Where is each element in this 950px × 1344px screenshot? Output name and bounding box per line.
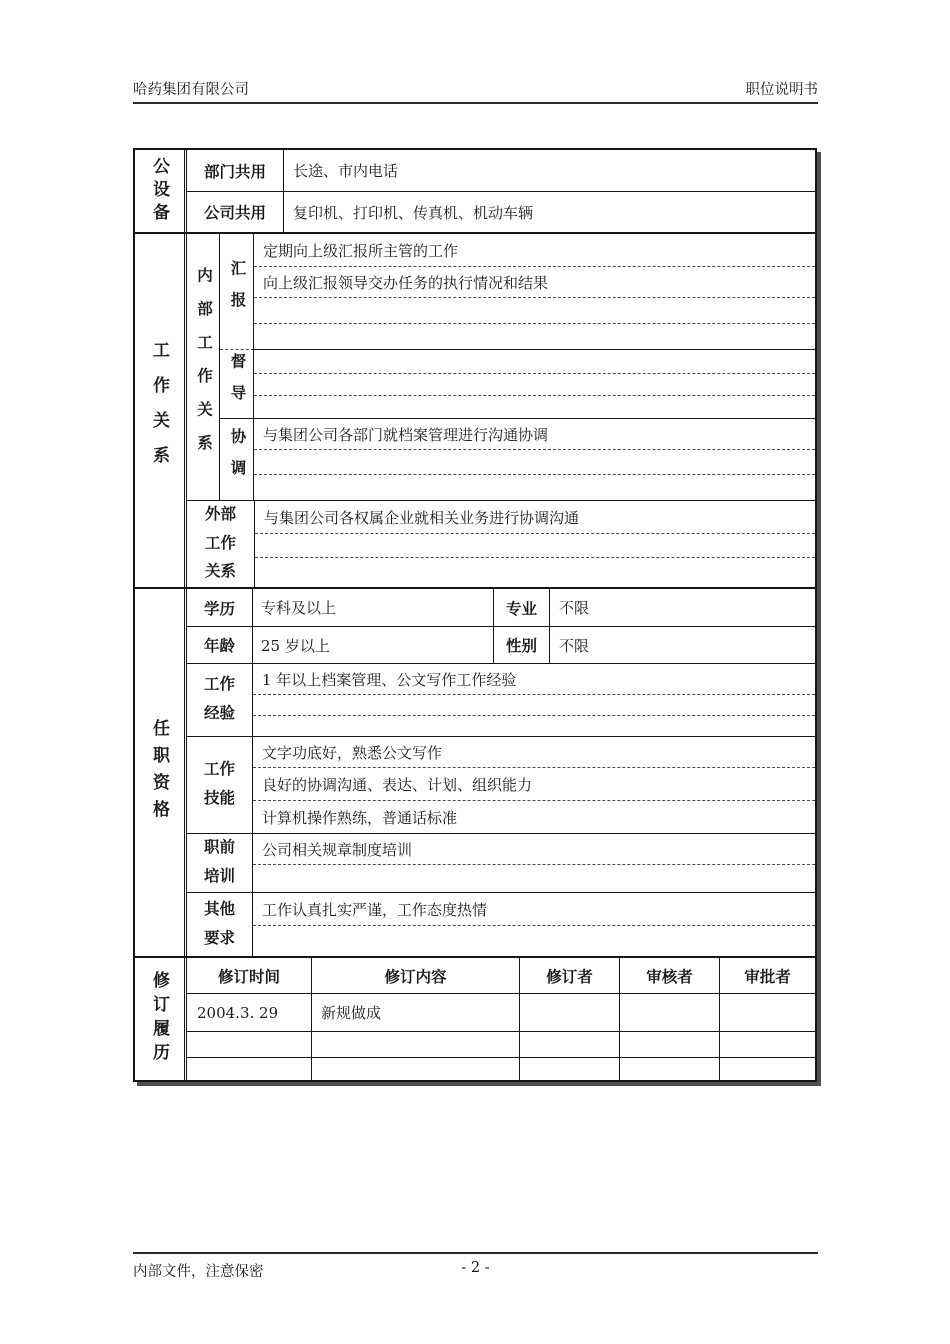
checker-cell <box>620 1032 720 1057</box>
approver-header: 审批者 <box>744 968 791 986</box>
approver-cell <box>720 1032 815 1057</box>
reviser-cell <box>520 1032 620 1057</box>
relation-row <box>254 449 815 474</box>
revision-content-header: 修订内容 <box>312 958 520 993</box>
page-header <box>133 78 818 104</box>
major-value: 不限 <box>559 599 590 618</box>
revision-time-cell <box>187 1032 312 1057</box>
relation-row <box>254 297 815 323</box>
equipment-row <box>187 191 815 232</box>
section-label-work-relations: 工作关系 <box>150 340 169 481</box>
relation-row <box>255 557 815 583</box>
revision-row <box>187 1031 815 1057</box>
relation-row <box>254 373 815 395</box>
relation-row <box>255 533 815 557</box>
checker-cell <box>620 994 720 1031</box>
section-qualifications <box>135 587 815 956</box>
relation-row <box>254 474 815 500</box>
age-value: 25 岁以上 <box>253 627 494 663</box>
revision-row <box>187 1057 815 1080</box>
major-label: 专业 <box>494 589 550 626</box>
relation-row <box>254 323 815 349</box>
age-label: 年龄 <box>187 627 253 663</box>
internal-relations-block <box>187 234 815 500</box>
confidentiality-notice: 内部文件，注意保密 <box>133 1264 264 1280</box>
page-number: - 2 - <box>461 1260 490 1276</box>
group-label-coordination: 协调 <box>228 428 246 491</box>
section-office-equipment <box>135 150 815 232</box>
document-title: 职位说明书 <box>745 82 818 98</box>
section-label-cell <box>135 150 187 232</box>
page-footer <box>133 1252 818 1281</box>
revision-time-cell: 2004.3. 29 <box>187 994 312 1031</box>
checker-cell <box>620 1058 720 1080</box>
internal-relations-label: 内部工作关系 <box>195 266 212 468</box>
pre-job-training-label: 职前培训 <box>203 839 235 886</box>
other-requirements-label: 其他要求 <box>203 900 235 947</box>
section-label-cell <box>135 958 187 1080</box>
job-description-table <box>133 148 817 1082</box>
internal-relations-label-cell <box>187 234 220 500</box>
approver-cell <box>720 1058 815 1080</box>
section-label-equipment: 公设备 <box>150 156 169 226</box>
equipment-row-value: 复印机、打印机、传真机、机动车辆 <box>293 203 534 222</box>
group-label-reporting: 汇报 <box>228 260 246 323</box>
external-relations-label: 外部工作关系 <box>204 506 236 581</box>
revision-content-cell: 新规做成 <box>312 994 520 1031</box>
revision-header-row <box>187 958 815 994</box>
approver-cell <box>720 994 815 1031</box>
company-name: 哈药集团有限公司 <box>133 82 249 98</box>
gender-label: 性别 <box>494 627 550 663</box>
qualification-basic-row <box>187 589 815 626</box>
education-label: 学历 <box>187 589 253 626</box>
equipment-row-label: 部门共用 <box>187 150 284 191</box>
revision-time-cell <box>187 1058 312 1080</box>
group-other-requirements <box>187 892 815 956</box>
relation-row <box>254 350 815 373</box>
checker-header: 审核者 <box>620 958 720 993</box>
relation-row: 向上级汇报领导交办任务的执行情况和结果 <box>254 266 815 297</box>
qualification-basic-row <box>187 626 815 663</box>
external-relations-block <box>187 500 815 587</box>
revision-time-header: 修订时间 <box>187 958 312 993</box>
group-pre-job-training <box>187 833 815 892</box>
section-revision-history <box>135 956 815 1080</box>
group-work-skills <box>187 736 815 833</box>
qualification-row: 良好的协调沟通、表达、计划、组织能力 <box>253 767 815 800</box>
group-label-supervision: 督导 <box>228 352 246 416</box>
reviser-cell <box>520 1058 620 1080</box>
education-value: 专科及以上 <box>253 589 494 626</box>
group-coordination <box>220 418 815 500</box>
section-label-revision-history: 修订履历 <box>150 971 169 1068</box>
equipment-row-value: 长途、市内电话 <box>293 162 399 180</box>
qualification-row <box>253 864 815 892</box>
revision-content-cell <box>312 1032 520 1057</box>
group-work-experience <box>187 663 815 736</box>
qualification-row <box>253 694 815 715</box>
qualification-row: 公司相关规章制度培训 <box>262 840 413 859</box>
qualification-row <box>253 715 815 736</box>
gender-value: 不限 <box>559 636 590 655</box>
equipment-row <box>187 150 815 191</box>
group-supervision <box>220 349 815 418</box>
section-label-qualifications: 任职资格 <box>150 718 169 827</box>
relation-row <box>254 395 815 418</box>
revision-content-cell <box>312 1058 520 1080</box>
qualification-row: 1 年以上档案管理、公文写作工作经验 <box>262 670 517 689</box>
work-skills-label: 工作技能 <box>203 761 235 808</box>
revision-row <box>187 994 815 1031</box>
section-work-relations <box>135 232 815 587</box>
reviser-header: 修订者 <box>520 958 620 993</box>
equipment-row-label: 公司共用 <box>187 192 284 232</box>
relation-row: 与集团公司各权属企业就相关业务进行协调沟通 <box>264 508 580 527</box>
qualification-row: 计算机操作熟练，普通话标准 <box>253 800 815 833</box>
reviser-cell <box>520 994 620 1031</box>
relation-row: 与集团公司各部门就档案管理进行沟通协调 <box>263 425 549 444</box>
group-reporting <box>220 234 815 349</box>
qualification-row: 文字功底好，熟悉公文写作 <box>262 743 443 762</box>
section-label-cell <box>135 589 187 956</box>
work-experience-label: 工作经验 <box>203 676 235 723</box>
qualification-row: 工作认真扎实严谨，工作态度热情 <box>262 900 488 919</box>
section-label-cell <box>135 234 187 587</box>
qualification-row <box>253 925 815 956</box>
relation-row: 定期向上级汇报所主管的工作 <box>263 241 459 260</box>
